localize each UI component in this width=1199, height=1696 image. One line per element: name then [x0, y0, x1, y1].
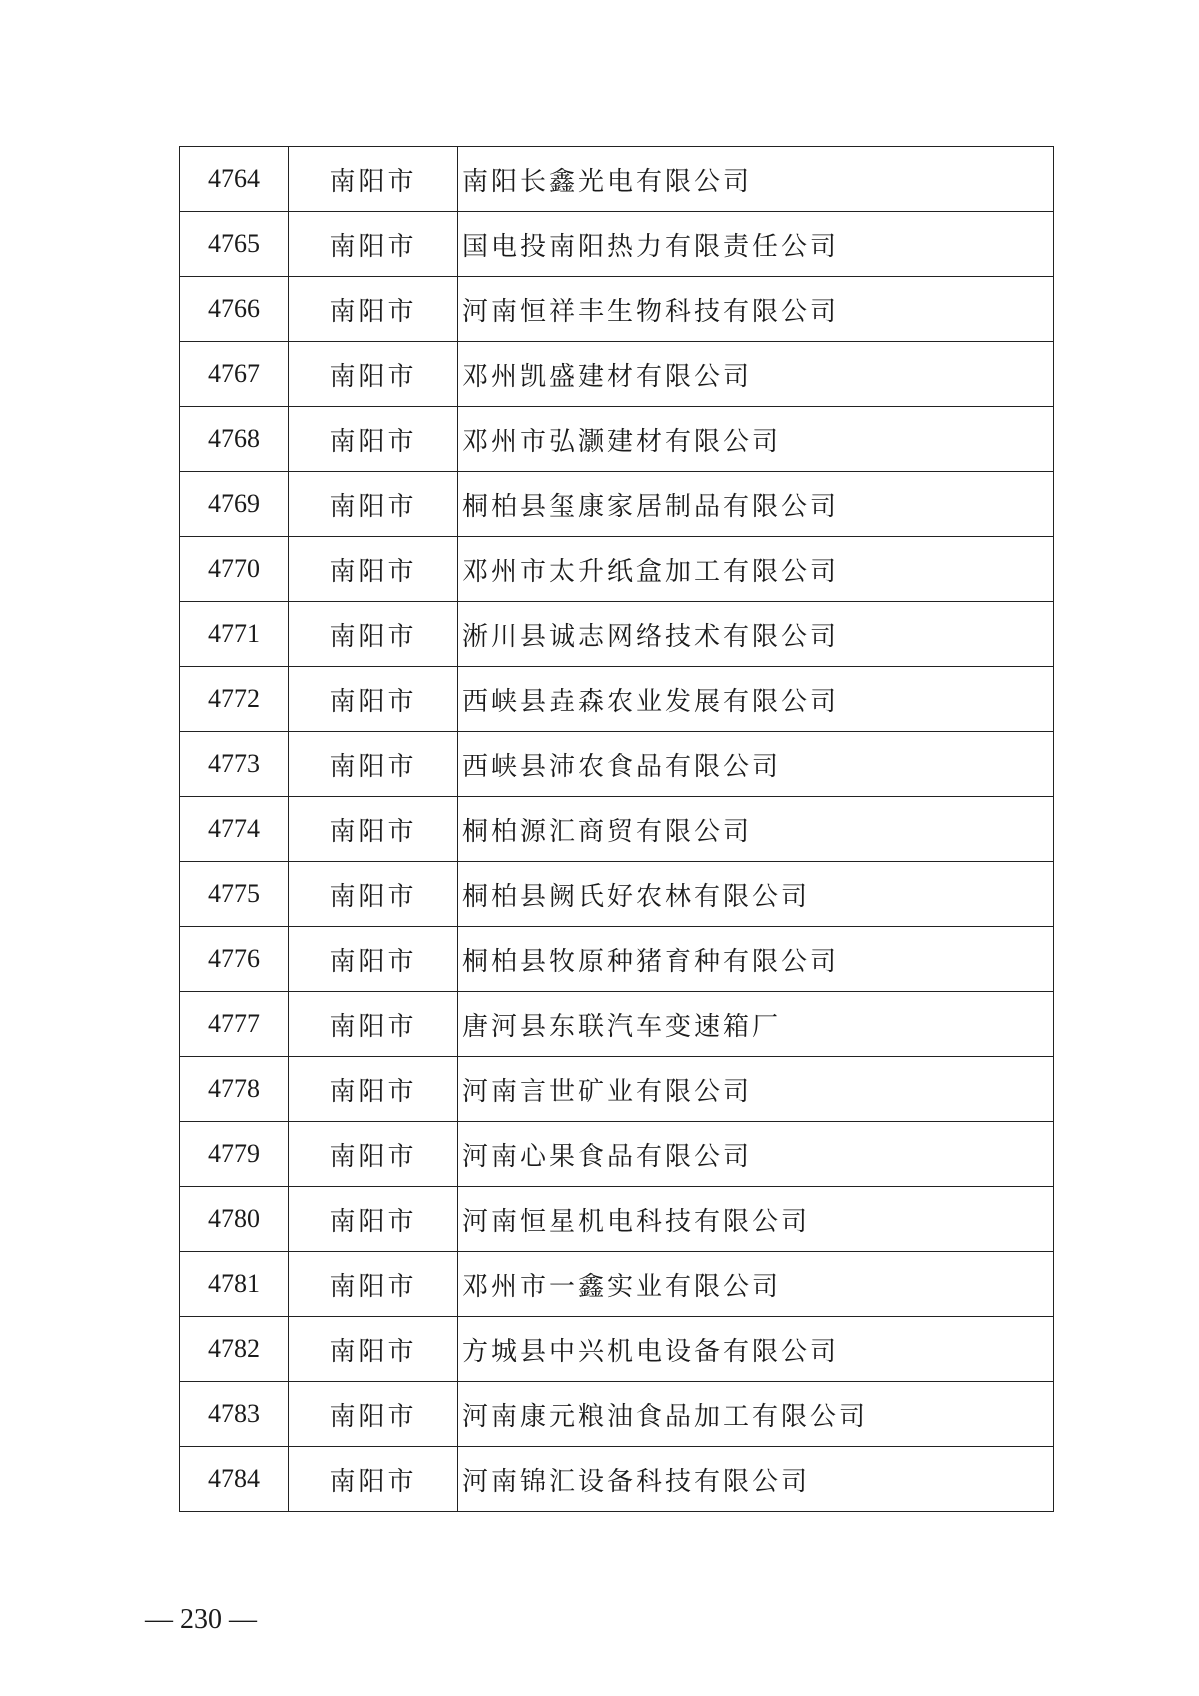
row-number-cell: 4774: [180, 797, 289, 862]
row-company-name-cell: 桐柏源汇商贸有限公司: [458, 797, 1054, 862]
row-number-cell: 4781: [180, 1252, 289, 1317]
row-company-name-cell: 淅川县诚志网络技术有限公司: [458, 602, 1054, 667]
row-city-cell: 南阳市: [289, 472, 458, 537]
row-city-cell: 南阳市: [289, 212, 458, 277]
table-row: [180, 537, 1054, 602]
row-city-cell: 南阳市: [289, 147, 458, 212]
row-number-cell: 4783: [180, 1382, 289, 1447]
row-number-cell: 4770: [180, 537, 289, 602]
row-number-cell: 4780: [180, 1187, 289, 1252]
row-number-cell: 4775: [180, 862, 289, 927]
row-city-cell: 南阳市: [289, 1122, 458, 1187]
row-number-cell: 4767: [180, 342, 289, 407]
row-company-name-cell: 邓州市一鑫实业有限公司: [458, 1252, 1054, 1317]
row-number-cell: 4772: [180, 667, 289, 732]
row-city-cell: 南阳市: [289, 797, 458, 862]
row-city-cell: 南阳市: [289, 992, 458, 1057]
row-company-name-cell: 邓州市太升纸盒加工有限公司: [458, 537, 1054, 602]
table-row: [180, 472, 1054, 537]
row-city-cell: 南阳市: [289, 342, 458, 407]
row-company-name-cell: 国电投南阳热力有限责任公司: [458, 212, 1054, 277]
row-number-cell: 4771: [180, 602, 289, 667]
row-company-name-cell: 桐柏县玺康家居制品有限公司: [458, 472, 1054, 537]
row-number-cell: 4782: [180, 1317, 289, 1382]
row-number-cell: 4768: [180, 407, 289, 472]
row-city-cell: 南阳市: [289, 602, 458, 667]
table-row: [180, 1317, 1054, 1382]
table-row: [180, 1382, 1054, 1447]
row-number-cell: 4784: [180, 1447, 289, 1512]
row-number-cell: 4765: [180, 212, 289, 277]
row-city-cell: 南阳市: [289, 1382, 458, 1447]
row-number-cell: 4776: [180, 927, 289, 992]
row-number-cell: 4777: [180, 992, 289, 1057]
table-body: [180, 147, 1054, 1512]
row-city-cell: 南阳市: [289, 862, 458, 927]
table-row: [180, 797, 1054, 862]
row-company-name-cell: 邓州市弘灏建材有限公司: [458, 407, 1054, 472]
row-city-cell: 南阳市: [289, 277, 458, 342]
row-company-name-cell: 桐柏县阙氏好农林有限公司: [458, 862, 1054, 927]
row-city-cell: 南阳市: [289, 1317, 458, 1382]
table-row: [180, 277, 1054, 342]
row-company-name-cell: 桐柏县牧原种猪育种有限公司: [458, 927, 1054, 992]
row-number-cell: 4773: [180, 732, 289, 797]
row-city-cell: 南阳市: [289, 1187, 458, 1252]
row-company-name-cell: 西峡县沛农食品有限公司: [458, 732, 1054, 797]
table-row: [180, 1447, 1054, 1512]
row-number-cell: 4779: [180, 1122, 289, 1187]
table-row: [180, 407, 1054, 472]
row-company-name-cell: 河南恒星机电科技有限公司: [458, 1187, 1054, 1252]
row-city-cell: 南阳市: [289, 407, 458, 472]
row-company-name-cell: 南阳长鑫光电有限公司: [458, 147, 1054, 212]
table-row: [180, 147, 1054, 212]
row-number-cell: 4769: [180, 472, 289, 537]
table-row: [180, 1187, 1054, 1252]
table-row: [180, 342, 1054, 407]
table-row: [180, 1122, 1054, 1187]
company-table: [179, 146, 1054, 1512]
table-row: [180, 1252, 1054, 1317]
table-row: [180, 667, 1054, 732]
row-company-name-cell: 河南锦汇设备科技有限公司: [458, 1447, 1054, 1512]
row-city-cell: 南阳市: [289, 1447, 458, 1512]
row-city-cell: 南阳市: [289, 732, 458, 797]
table-row: [180, 602, 1054, 667]
table-row: [180, 862, 1054, 927]
row-company-name-cell: 邓州凯盛建材有限公司: [458, 342, 1054, 407]
row-company-name-cell: 河南心果食品有限公司: [458, 1122, 1054, 1187]
page-number: — 230 —: [145, 1604, 257, 1635]
table-row: [180, 732, 1054, 797]
row-city-cell: 南阳市: [289, 927, 458, 992]
row-city-cell: 南阳市: [289, 537, 458, 602]
row-city-cell: 南阳市: [289, 1057, 458, 1122]
row-company-name-cell: 河南康元粮油食品加工有限公司: [458, 1382, 1054, 1447]
table-row: [180, 212, 1054, 277]
row-company-name-cell: 方城县中兴机电设备有限公司: [458, 1317, 1054, 1382]
row-company-name-cell: 西峡县垚森农业发展有限公司: [458, 667, 1054, 732]
table-row: [180, 927, 1054, 992]
row-city-cell: 南阳市: [289, 667, 458, 732]
row-number-cell: 4778: [180, 1057, 289, 1122]
table-row: [180, 992, 1054, 1057]
row-company-name-cell: 唐河县东联汽车变速箱厂: [458, 992, 1054, 1057]
table-row: [180, 1057, 1054, 1122]
row-number-cell: 4766: [180, 277, 289, 342]
row-city-cell: 南阳市: [289, 1252, 458, 1317]
row-company-name-cell: 河南言世矿业有限公司: [458, 1057, 1054, 1122]
row-company-name-cell: 河南恒祥丰生物科技有限公司: [458, 277, 1054, 342]
row-number-cell: 4764: [180, 147, 289, 212]
